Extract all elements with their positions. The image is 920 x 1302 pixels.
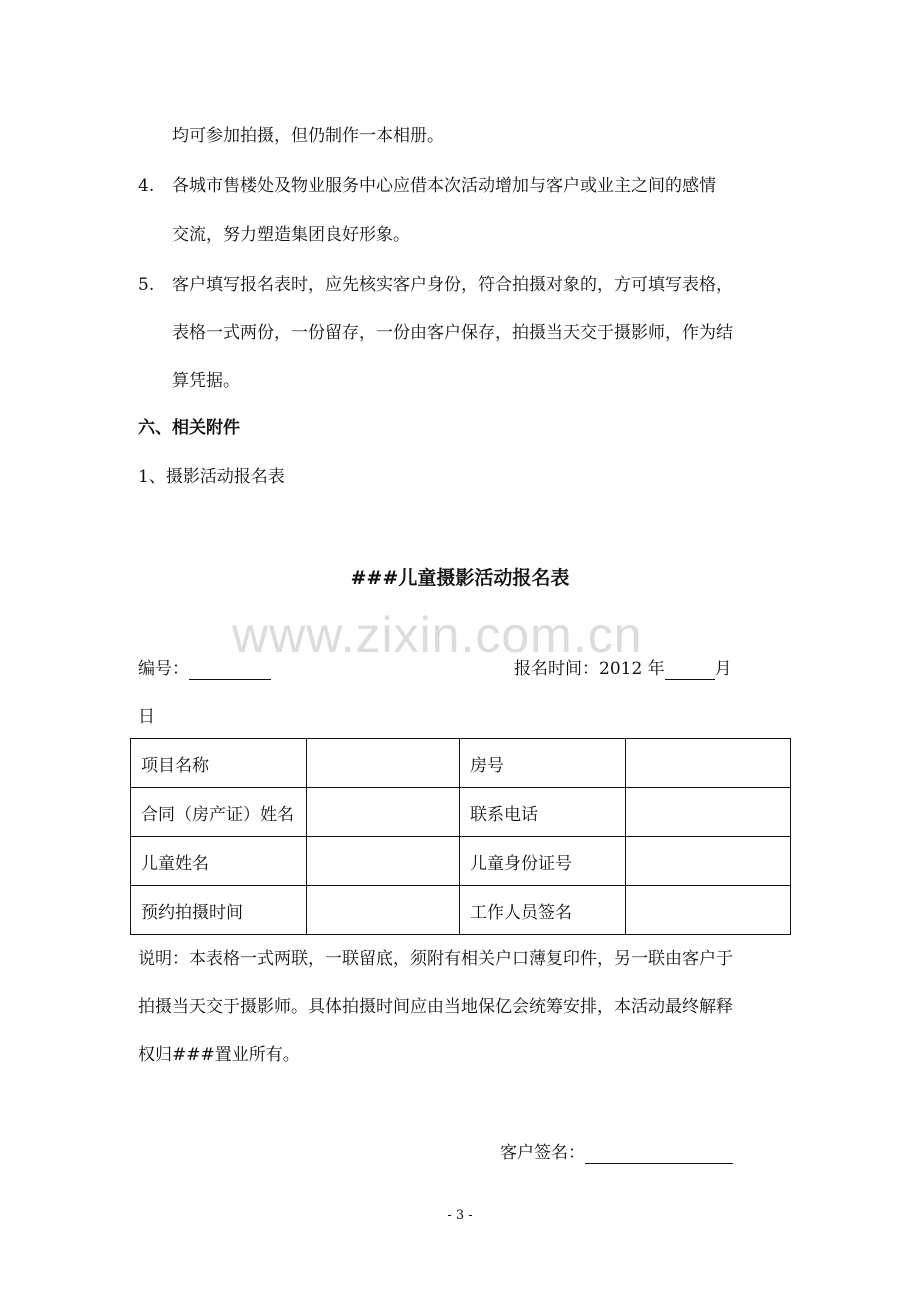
- section-heading: 六、相关附件: [138, 418, 240, 438]
- attachment-item: 1、摄影活动报名表: [138, 467, 285, 487]
- value-cell-appointment-time: [307, 886, 460, 935]
- month-blank: [665, 661, 715, 680]
- note-line1: 说明：本表格一式两联，一联留底，须附有相关户口薄复印件，另一联由客户于: [138, 949, 733, 969]
- customer-signature-label: 客户签名：: [500, 1143, 585, 1163]
- value-cell-child-id: [626, 837, 791, 886]
- registration-form-table: [130, 738, 791, 935]
- item5-line3: 算凭据。: [172, 371, 240, 391]
- item5-line1: 客户填写报名表时，应先核实客户身份，符合拍摄对象的，方可填写表格，: [172, 275, 733, 295]
- item3-continuation: 均可参加拍摄，但仍制作一本相册。: [172, 126, 444, 146]
- item4-number: 4.: [138, 176, 155, 196]
- form-number-field: [138, 658, 271, 680]
- customer-signature-field: [500, 1142, 733, 1164]
- value-cell-contract-name: [307, 788, 460, 837]
- row-label-child-name: 儿童姓名: [131, 837, 307, 886]
- table-row: [131, 739, 791, 788]
- row-label-room: 房号: [460, 739, 626, 788]
- table-row: [131, 886, 791, 935]
- value-cell-child-name: [307, 837, 460, 886]
- value-cell-project: [307, 739, 460, 788]
- row-label-appointment-time: 预约拍摄时间: [131, 886, 307, 935]
- item4-line1: 各城市售楼处及物业服务中心应借本次活动增加与客户或业主之间的感情: [172, 176, 716, 196]
- day-label: 日: [138, 707, 155, 727]
- table-row: [131, 837, 791, 886]
- table-row: [131, 788, 791, 837]
- row-label-project: 项目名称: [131, 739, 307, 788]
- note-line2: 拍摄当天交于摄影师。具体拍摄时间应由当地保亿会统筹安排，本活动最终解释: [138, 997, 733, 1017]
- registration-time-label: 报名时间：2012 年: [514, 659, 665, 679]
- watermark: www.zixin.com.cn: [232, 607, 643, 663]
- value-cell-room: [626, 739, 791, 788]
- row-label-staff-signature: 工作人员签名: [460, 886, 626, 935]
- value-cell-staff-signature: [626, 886, 791, 935]
- item5-number: 5.: [138, 275, 155, 295]
- page-number: - 3 -: [447, 1208, 473, 1223]
- row-label-child-id: 儿童身份证号: [460, 837, 626, 886]
- registration-time-field: [514, 658, 732, 680]
- note-line3: 权归###置业所有。: [138, 1045, 300, 1065]
- row-label-contract-name: 合同（房产证）姓名: [131, 788, 307, 837]
- item4-line2: 交流，努力塑造集团良好形象。: [172, 225, 410, 245]
- row-label-phone: 联系电话: [460, 788, 626, 837]
- value-cell-phone: [626, 788, 791, 837]
- customer-signature-blank: [585, 1145, 733, 1164]
- form-number-blank: [189, 661, 271, 680]
- month-label: 月: [714, 659, 732, 679]
- form-number-label: 编号：: [138, 659, 189, 679]
- item5-line2: 表格一式两份，一份留存，一份由客户保存，拍摄当天交于摄影师，作为结: [172, 323, 733, 343]
- form-title: ###儿童摄影活动报名表: [350, 567, 570, 589]
